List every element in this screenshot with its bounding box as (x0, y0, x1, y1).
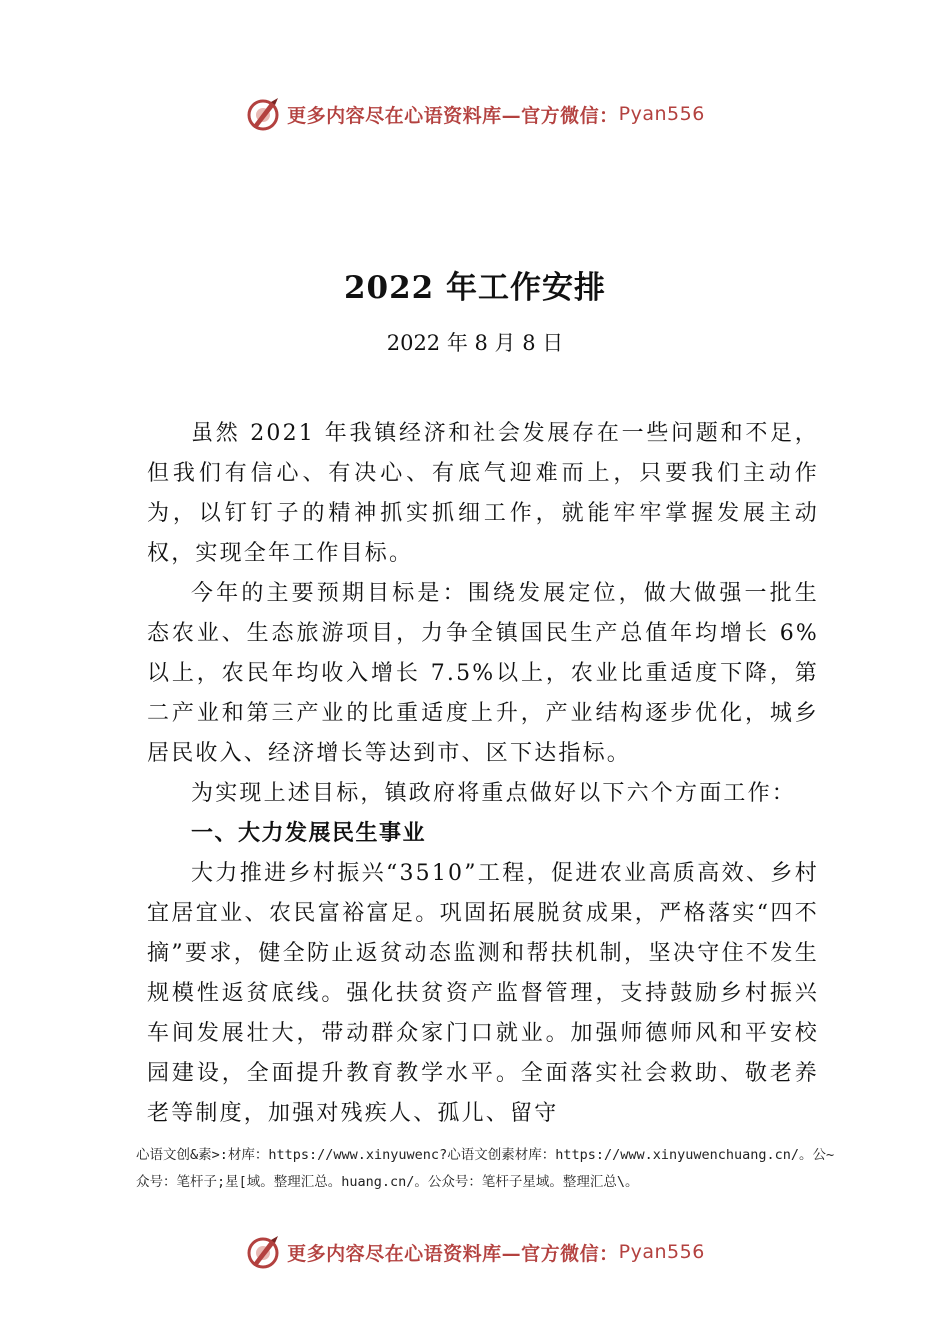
document-body (147, 414, 819, 1134)
footer-banner (0, 1232, 950, 1272)
paragraph-2: 今年的主要预期目标是：围绕发展定位，做大做强一批生态农业、生态旅游项目，力争全镇国民生产总值年均增长 6%以上，农民年均收入增长 7.5%以上，农业比重适度下降，第二产业和第三产业的比重适度上升，产业结构逐步优化，城乡居民收入、经济增长等达到市、区下达指标。 (147, 581, 819, 766)
document-date: 2022 年 8 月 8 日 (386, 331, 564, 355)
quill-seal-icon (245, 96, 281, 132)
paragraph-3: 为实现上述目标，镇政府将重点做好以下六个方面工作： (191, 781, 797, 806)
banner-text: 更多内容尽在心语资料库—官方微信： (287, 104, 619, 127)
quill-seal-icon (245, 1234, 281, 1270)
header-banner (0, 94, 950, 134)
document-title: 2022 年工作安排 (343, 270, 607, 306)
section-heading: 一、大力发展民生事业 (191, 821, 427, 846)
wechat-id: Pyan556 (618, 103, 705, 125)
paragraph-1: 虽然 2021 年我镇经济和社会发展存在一些问题和不足，但我们有信心、有决心、有底气迎难而上，只要我们主动作为，以钉钉子的精神抓实抓细工作，就能牢牢掌握发展主动权，实现全年工作目标。 (147, 421, 819, 566)
section-paragraph: 大力推进乡村振兴“3510”工程，促进农业高质高效、乡村宜居宜业、农民富裕富足。巩固拓展脱贫成果，严格落实“四不摘”要求，健全防止返贫动态监测和帮扶机制，坚决守住不发生规模性返贫底线。强化扶贫资产监督管理，支持鼓励乡村振兴车间发展壮大，带动群众家门口就业。加强师德师风和平安校园建设，全面提升教育教学水平。全面落实社会救助、敬老养老等制度，加强对残疾人、孤儿、留守 (147, 861, 819, 1126)
wechat-id: Pyan556 (618, 1241, 705, 1263)
footer-note: 心语文创&素>:材库：https://www.xinyuwenc?心语文创素材库：https://www.xinyuwenchuang.cn/。公~众号：笔杆子;星[域。整理汇总。huang.cn/。公众号：笔杆子星域。整理汇总\。 (136, 1147, 835, 1190)
banner-text: 更多内容尽在心语资料库—官方微信： (287, 1242, 619, 1265)
